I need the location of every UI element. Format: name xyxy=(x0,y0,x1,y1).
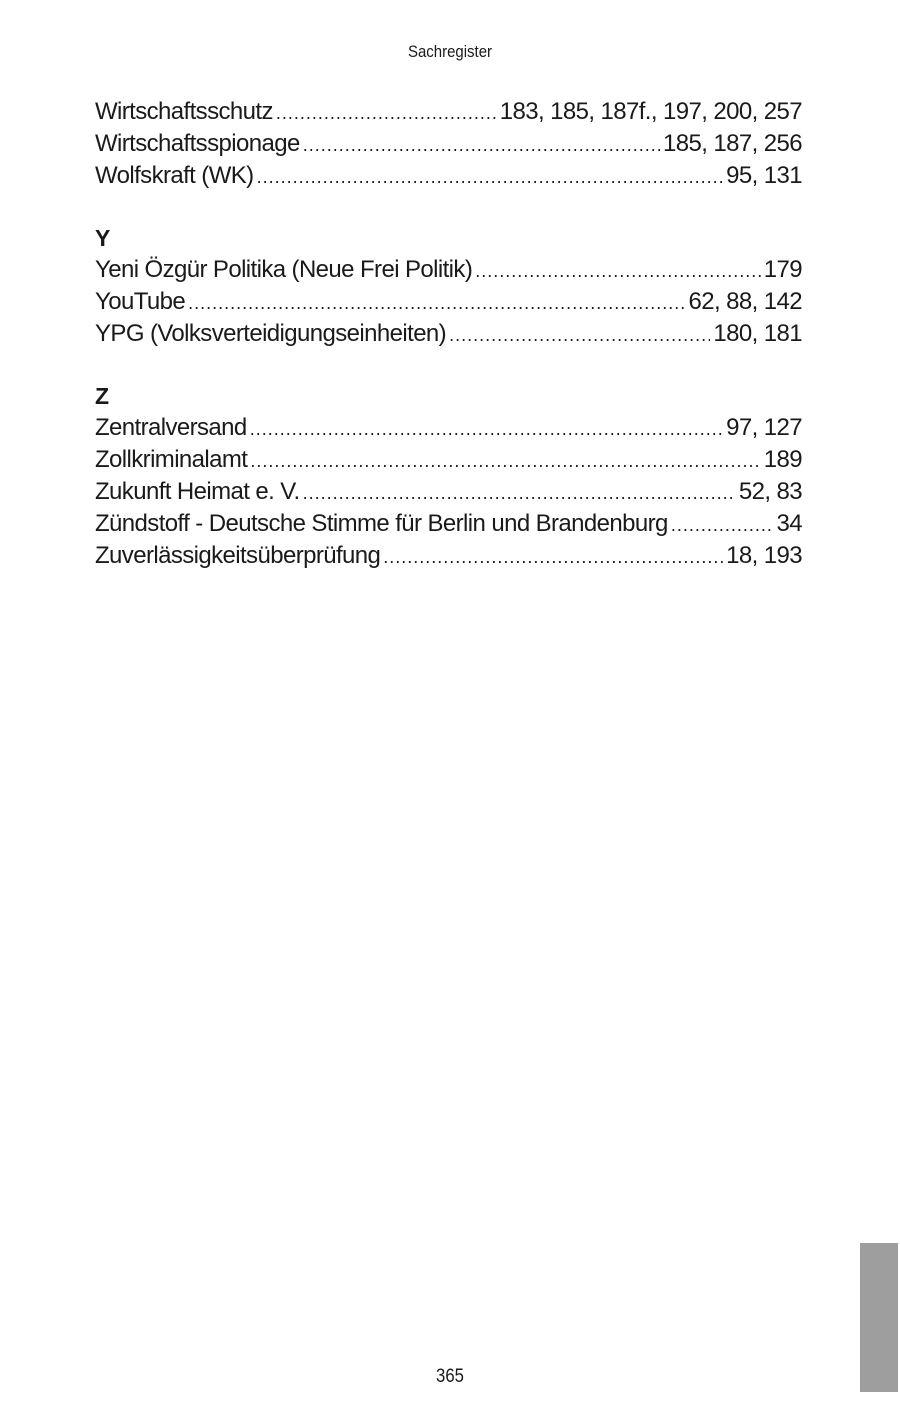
index-term: Zentralversand xyxy=(95,414,247,441)
index-entry xyxy=(95,412,802,444)
dot-leader xyxy=(449,319,710,350)
page-number: 365 xyxy=(436,1366,464,1387)
index-entry xyxy=(95,286,802,318)
dot-leader xyxy=(671,509,774,540)
index-term: Wirtschaftsschutz xyxy=(95,98,273,125)
index-pages: 34 xyxy=(776,510,802,537)
index-entry xyxy=(95,508,802,540)
index-pages: 183, 185, 187f., 197, 200, 257 xyxy=(499,98,802,125)
index-entry xyxy=(95,476,802,508)
index-term: Zollkriminalamt xyxy=(95,446,248,473)
running-head: Sachregister xyxy=(408,42,492,61)
index-pages: 95, 131 xyxy=(726,162,802,189)
index-pages: 180, 181 xyxy=(713,320,802,347)
index-section-w-continued xyxy=(95,96,802,192)
index-section-y xyxy=(95,222,802,350)
index-entry xyxy=(95,444,802,476)
index-entry xyxy=(95,318,802,350)
index-term: Wolfskraft (WK) xyxy=(95,162,254,189)
dot-leader xyxy=(188,287,685,318)
index-term: Zukunft Heimat e. V. xyxy=(95,478,300,505)
index-entry xyxy=(95,160,802,192)
index-pages: 185, 187, 256 xyxy=(662,130,802,157)
dot-leader xyxy=(257,161,724,192)
subject-index xyxy=(95,96,802,602)
index-pages: 18, 193 xyxy=(726,542,802,569)
index-section-z xyxy=(95,380,802,572)
dot-leader xyxy=(250,413,723,444)
dot-leader xyxy=(303,129,660,160)
index-pages: 52, 83 xyxy=(738,478,802,505)
index-pages: 179 xyxy=(763,256,802,283)
index-entry xyxy=(95,254,802,286)
dot-leader xyxy=(475,255,761,286)
index-pages: 189 xyxy=(763,446,802,473)
dot-leader xyxy=(303,477,736,508)
dot-leader xyxy=(250,445,760,476)
index-entry xyxy=(95,128,802,160)
index-pages: 97, 127 xyxy=(726,414,802,441)
section-letter: Y xyxy=(95,225,111,251)
index-term: Zuverlässigkeitsüberprüfung xyxy=(95,542,381,569)
index-term: Wirtschaftsspionage xyxy=(95,130,300,157)
index-term: YouTube xyxy=(95,288,186,315)
index-pages: 62, 88, 142 xyxy=(688,288,802,315)
index-term: YPG (Volksverteidigungseinheiten) xyxy=(95,320,447,347)
thumb-index-tab xyxy=(860,1243,898,1392)
section-letter: Z xyxy=(95,383,110,409)
dot-leader xyxy=(276,97,497,128)
index-term: Yeni Özgür Politika (Neue Frei Politik) xyxy=(95,256,473,283)
index-entry xyxy=(95,540,802,572)
dot-leader xyxy=(383,541,723,572)
index-entry xyxy=(95,96,802,128)
index-term: Zündstoff - Deutsche Stimme für Berlin und Brandenburg xyxy=(95,510,668,537)
